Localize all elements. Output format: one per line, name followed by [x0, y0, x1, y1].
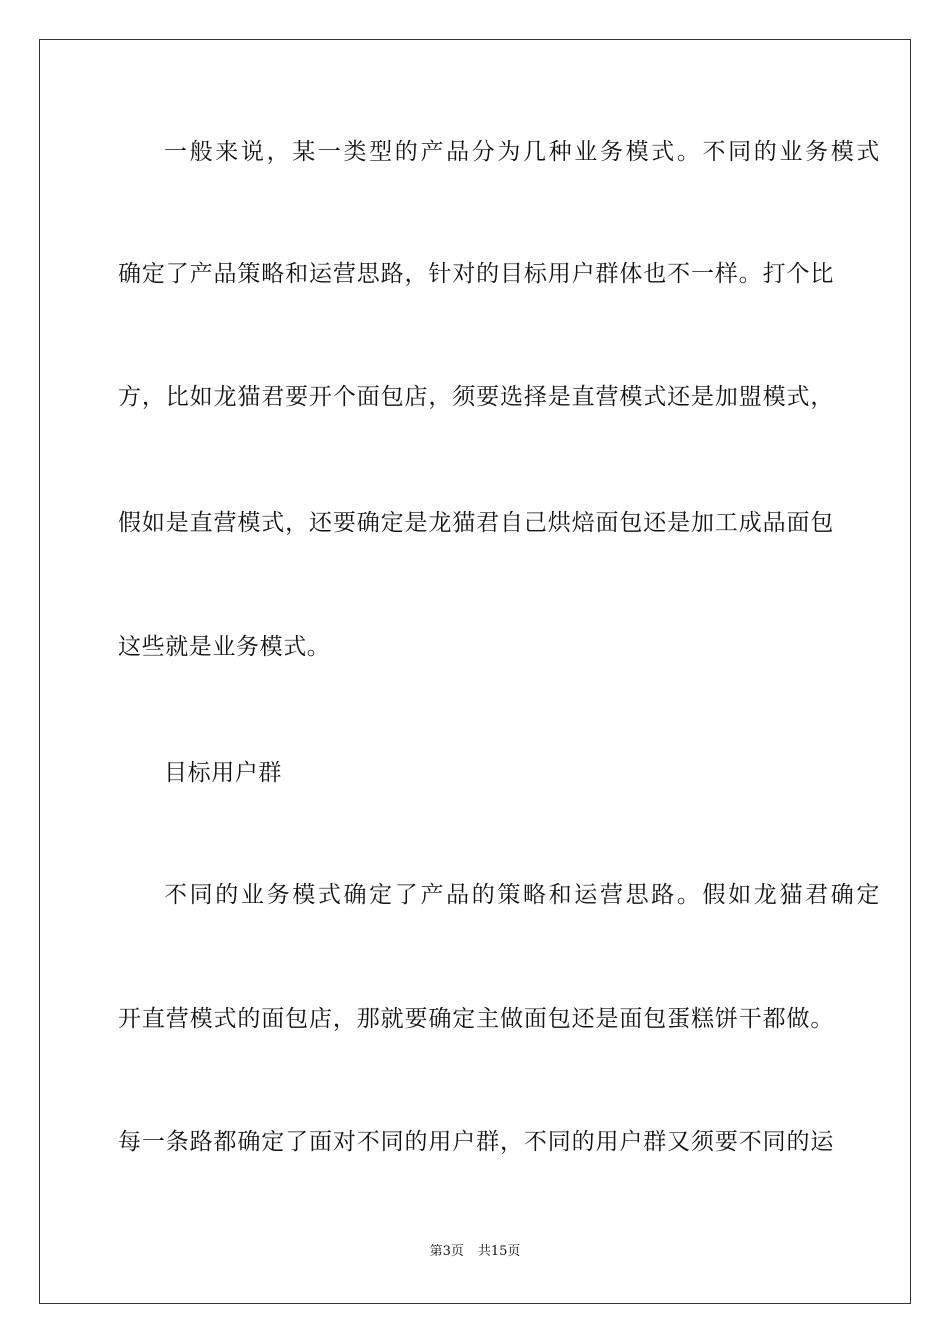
paragraph-line: 这些就是业务模式。	[118, 634, 331, 660]
paragraph-line: 一般来说，某一类型的产品分为几种业务模式。不同的业务模式	[164, 139, 880, 165]
page-total: 共15页	[477, 1244, 521, 1259]
page-number: 第3页	[429, 1244, 464, 1259]
page-border	[39, 39, 911, 1304]
section-heading: 目标用户群	[164, 760, 282, 786]
page-footer	[0, 1243, 950, 1261]
paragraph-line: 假如是直营模式，还要确定是龙猫君自己烘焙面包还是加工成品面包	[118, 510, 834, 536]
paragraph-line: 开直营模式的面包店，那就要确定主做面包还是面包蛋糕饼干都做。	[118, 1006, 834, 1032]
paragraph-line: 方，比如龙猫君要开个面包店，须要选择是直营模式还是加盟模式，	[118, 384, 834, 410]
paragraph-line: 不同的业务模式确定了产品的策略和运营思路。假如龙猫君确定	[164, 882, 880, 908]
paragraph-line: 确定了产品策略和运营思路，针对的目标用户群体也不一样。打个比	[118, 261, 834, 287]
paragraph-line: 每一条路都确定了面对不同的用户群，不同的用户群又须要不同的运	[118, 1129, 834, 1155]
